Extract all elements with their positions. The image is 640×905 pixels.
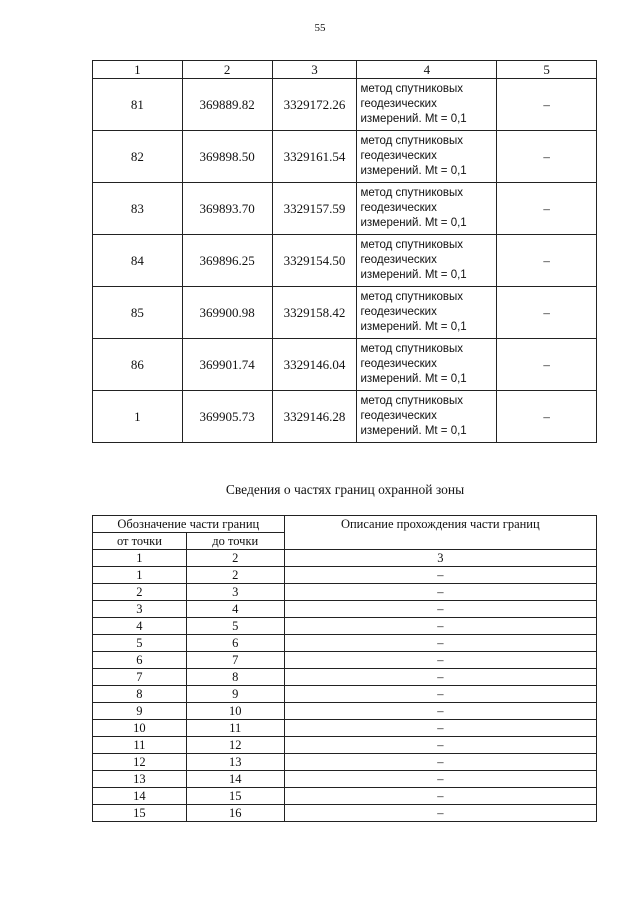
coordinate-row xyxy=(93,79,597,131)
method-line: метод спутниковых xyxy=(360,239,464,251)
boundary-part-row xyxy=(93,788,597,805)
to-point-cell: 13 xyxy=(186,754,284,771)
boundary-part-row xyxy=(93,686,597,703)
method-cell xyxy=(357,339,497,391)
coordinate-row xyxy=(93,131,597,183)
boundary-part-row xyxy=(93,652,597,669)
column-header: 5 xyxy=(497,61,597,79)
x-coordinate-cell: 369905.73 xyxy=(182,391,272,443)
description-cell: – xyxy=(284,805,596,822)
description-cell: – xyxy=(284,686,596,703)
method-line: измерений. Mt = 0,1 xyxy=(360,269,467,281)
to-point-cell: 16 xyxy=(186,805,284,822)
method-cell xyxy=(357,391,497,443)
boundary-part-row xyxy=(93,635,597,652)
parts-numbering-row xyxy=(93,550,597,567)
page-number: 55 xyxy=(314,22,326,34)
x-coordinate-cell: 369896.25 xyxy=(182,235,272,287)
boundary-part-row xyxy=(93,754,597,771)
parts-header-row xyxy=(93,516,597,533)
description-cell: – xyxy=(284,771,596,788)
to-point-cell: 2 xyxy=(186,567,284,584)
description-cell: – xyxy=(284,754,596,771)
note-cell: – xyxy=(497,391,597,443)
description-cell: – xyxy=(284,703,596,720)
point-number-cell: 83 xyxy=(93,183,183,235)
method-line: измерений. Mt = 0,1 xyxy=(360,113,467,125)
to-point-cell: 15 xyxy=(186,788,284,805)
y-coordinate-cell: 3329161.54 xyxy=(272,131,357,183)
y-coordinate-cell: 3329172.26 xyxy=(272,79,357,131)
from-point-cell: 4 xyxy=(93,618,187,635)
to-point-cell: 12 xyxy=(186,737,284,754)
method-line: измерений. Mt = 0,1 xyxy=(360,217,467,229)
to-point-cell: 5 xyxy=(186,618,284,635)
x-coordinate-cell: 369893.70 xyxy=(182,183,272,235)
note-cell: – xyxy=(497,131,597,183)
boundary-part-row xyxy=(93,601,597,618)
description-cell: – xyxy=(284,567,596,584)
method-line: измерений. Mt = 0,1 xyxy=(360,165,467,177)
column-header: 4 xyxy=(357,61,497,79)
method-line: метод спутниковых xyxy=(360,187,464,199)
boundary-part-row xyxy=(93,771,597,788)
column-number: 2 xyxy=(186,550,284,567)
column-header: 3 xyxy=(272,61,357,79)
point-number-cell: 1 xyxy=(93,391,183,443)
column-header: 1 xyxy=(93,61,183,79)
method-line: геодезических xyxy=(360,254,437,266)
x-coordinate-cell: 369901.74 xyxy=(182,339,272,391)
to-point-cell: 11 xyxy=(186,720,284,737)
description-cell: – xyxy=(284,669,596,686)
method-line: измерений. Mt = 0,1 xyxy=(360,373,467,385)
boundary-part-row xyxy=(93,805,597,822)
header-to-point: до точки xyxy=(186,533,284,550)
boundary-parts-table xyxy=(92,515,597,822)
boundary-part-row xyxy=(93,703,597,720)
from-point-cell: 12 xyxy=(93,754,187,771)
from-point-cell: 2 xyxy=(93,584,187,601)
y-coordinate-cell: 3329158.42 xyxy=(272,287,357,339)
boundary-part-row xyxy=(93,618,597,635)
description-cell: – xyxy=(284,652,596,669)
from-point-cell: 13 xyxy=(93,771,187,788)
method-line: геодезических xyxy=(360,202,437,214)
method-line: метод спутниковых xyxy=(360,395,464,407)
method-line: измерений. Mt = 0,1 xyxy=(360,425,467,437)
to-point-cell: 4 xyxy=(186,601,284,618)
note-cell: – xyxy=(497,235,597,287)
method-line: измерений. Mt = 0,1 xyxy=(360,321,467,333)
from-point-cell: 10 xyxy=(93,720,187,737)
point-number-cell: 86 xyxy=(93,339,183,391)
to-point-cell: 3 xyxy=(186,584,284,601)
coordinate-row xyxy=(93,183,597,235)
from-point-cell: 11 xyxy=(93,737,187,754)
to-point-cell: 10 xyxy=(186,703,284,720)
coordinate-row xyxy=(93,339,597,391)
point-number-cell: 85 xyxy=(93,287,183,339)
method-line: геодезических xyxy=(360,150,437,162)
method-line: геодезических xyxy=(360,410,437,422)
note-cell: – xyxy=(497,287,597,339)
from-point-cell: 15 xyxy=(93,805,187,822)
note-cell: – xyxy=(497,183,597,235)
x-coordinate-cell: 369889.82 xyxy=(182,79,272,131)
boundary-part-row xyxy=(93,567,597,584)
from-point-cell: 5 xyxy=(93,635,187,652)
point-number-cell: 84 xyxy=(93,235,183,287)
boundary-part-row xyxy=(93,737,597,754)
point-number-cell: 82 xyxy=(93,131,183,183)
method-line: метод спутниковых xyxy=(360,135,464,147)
coordinate-row xyxy=(93,235,597,287)
from-point-cell: 9 xyxy=(93,703,187,720)
to-point-cell: 7 xyxy=(186,652,284,669)
to-point-cell: 6 xyxy=(186,635,284,652)
header-boundary-part-designation: Обозначение части границ xyxy=(93,516,285,533)
description-cell: – xyxy=(284,635,596,652)
method-line: геодезических xyxy=(360,358,437,370)
from-point-cell: 6 xyxy=(93,652,187,669)
description-cell: – xyxy=(284,788,596,805)
boundary-part-row xyxy=(93,669,597,686)
from-point-cell: 8 xyxy=(93,686,187,703)
method-line: метод спутниковых xyxy=(360,343,464,355)
x-coordinate-cell: 369898.50 xyxy=(182,131,272,183)
note-cell: – xyxy=(497,339,597,391)
x-coordinate-cell: 369900.98 xyxy=(182,287,272,339)
method-cell xyxy=(357,79,497,131)
y-coordinate-cell: 3329154.50 xyxy=(272,235,357,287)
method-line: геодезических xyxy=(360,98,437,110)
description-cell: – xyxy=(284,737,596,754)
from-point-cell: 7 xyxy=(93,669,187,686)
to-point-cell: 14 xyxy=(186,771,284,788)
coordinates-header-row xyxy=(93,61,597,79)
y-coordinate-cell: 3329157.59 xyxy=(272,183,357,235)
method-cell xyxy=(357,183,497,235)
header-from-point: от точки xyxy=(93,533,187,550)
boundary-part-row xyxy=(93,720,597,737)
coordinate-row xyxy=(93,287,597,339)
y-coordinate-cell: 3329146.28 xyxy=(272,391,357,443)
from-point-cell: 14 xyxy=(93,788,187,805)
column-number: 1 xyxy=(93,550,187,567)
column-number: 3 xyxy=(284,550,596,567)
section-title: Сведения о частях границ охранной зоны xyxy=(225,482,465,497)
boundary-part-row xyxy=(93,584,597,601)
description-cell: – xyxy=(284,601,596,618)
from-point-cell: 3 xyxy=(93,601,187,618)
coordinates-table xyxy=(92,60,597,443)
method-cell xyxy=(357,131,497,183)
description-cell: – xyxy=(284,584,596,601)
method-line: метод спутниковых xyxy=(360,83,464,95)
coordinate-row xyxy=(93,391,597,443)
method-cell xyxy=(357,235,497,287)
method-cell xyxy=(357,287,497,339)
to-point-cell: 9 xyxy=(186,686,284,703)
description-cell: – xyxy=(284,720,596,737)
method-line: геодезических xyxy=(360,306,437,318)
description-cell: – xyxy=(284,618,596,635)
method-line: метод спутниковых xyxy=(360,291,464,303)
note-cell: – xyxy=(497,79,597,131)
to-point-cell: 8 xyxy=(186,669,284,686)
point-number-cell: 81 xyxy=(93,79,183,131)
y-coordinate-cell: 3329146.04 xyxy=(272,339,357,391)
header-boundary-description: Описание прохождения части границ xyxy=(284,516,596,550)
from-point-cell: 1 xyxy=(93,567,187,584)
column-header: 2 xyxy=(182,61,272,79)
